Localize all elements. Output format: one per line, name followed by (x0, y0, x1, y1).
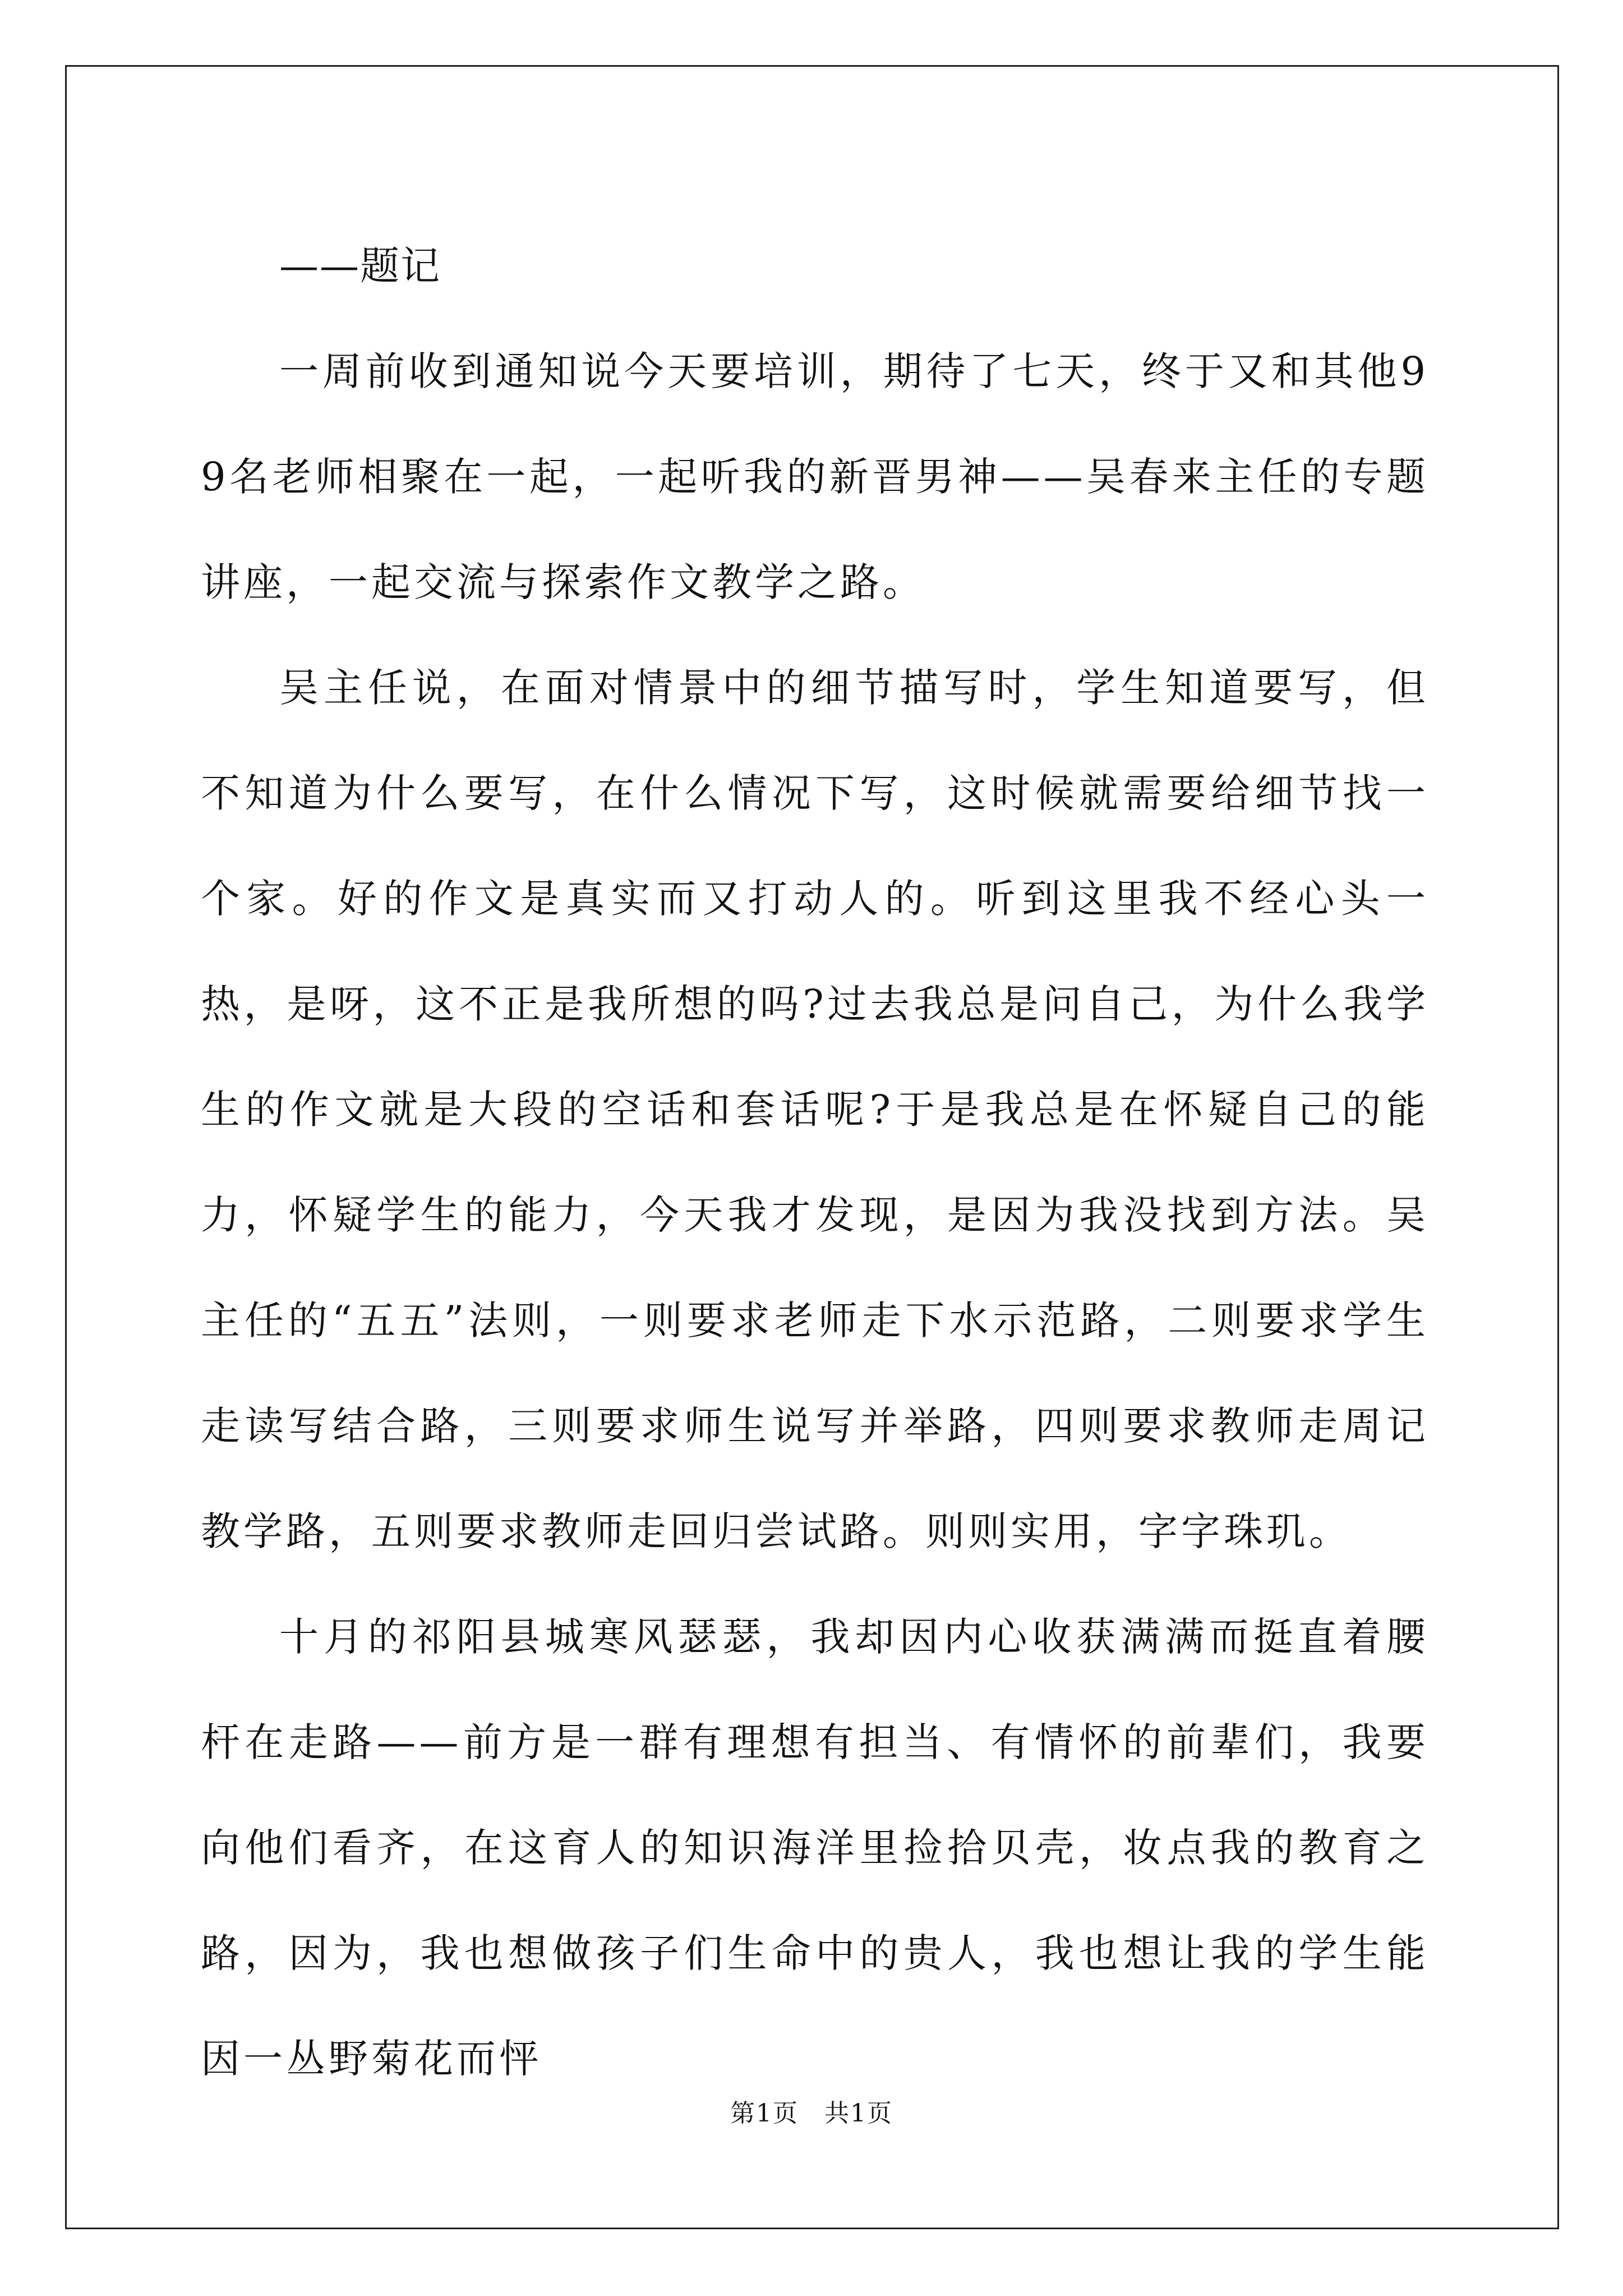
paragraph-3: 十月的祁阳县城寒风瑟瑟，我却因内心收获满满而挺直着腰杆在走路——前方是一群有理想有担当、有情怀的前辈们，我要向他们看齐，在这育人的知识海洋里捡拾贝壳，妆点我的教育之路，因为，我也想做孩子们生命中的贵人，我也想让我的学生能因一丛野菊花而怦 (201, 1614, 1429, 2082)
page-footer: 第1页 共1页 (730, 2099, 893, 2128)
paragraph-2: 吴主任说，在面对情景中的细节描写时，学生知道要写，但不知道为什么要写，在什么情况下写，这时候就需要给细节找一个家。好的作文是真实而又打动人的。听到这里我不经心头一热，是呀，这不正是我所想的吗?过去我总是问自己，为什么我学生的作文就是大段的空话和套话呢?于是我总是在怀疑自己的能力，怀疑学生的能力，今天我才发现，是因为我没找到方法。吴主任的“五五”法则，一则要求老师走下水示范路，二则要求学生走读写结合路，三则要求师生说写并举路，四则要求教师走周记教学路，五则要求教师走回归尝试路。则则实用，字字珠玑。 (201, 665, 1429, 1554)
epigraph: ——题记 (279, 243, 441, 289)
document-body (201, 213, 1429, 2111)
paragraph-1: 一周前收到通知说今天要培训，期待了七天，终于又和其他99名老师相聚在一起，一起听我的新晋男神——吴春来主任的专题讲座，一起交流与探索作文教学之路。 (201, 348, 1429, 605)
